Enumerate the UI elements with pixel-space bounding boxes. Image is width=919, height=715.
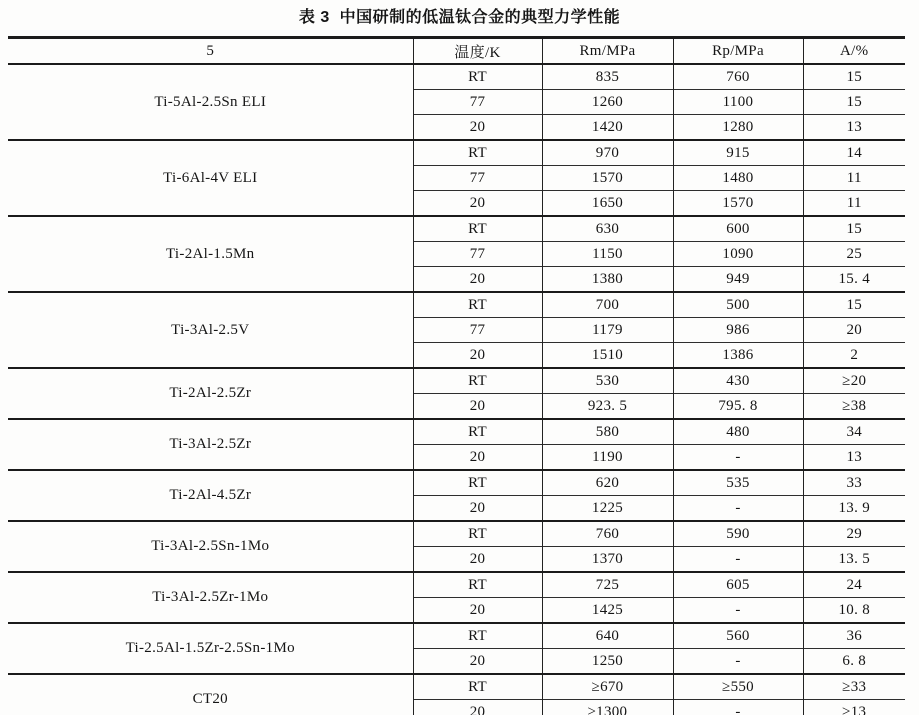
rp-cell: - (673, 496, 803, 522)
alloy-name: Ti-2Al-2.5Zr (8, 368, 413, 419)
rm-cell: ≥670 (542, 674, 673, 700)
alloy-name: Ti-2Al-4.5Zr (8, 470, 413, 521)
rp-cell: 590 (673, 521, 803, 547)
elongation-cell: ≥33 (803, 674, 905, 700)
header-rp: Rp/MPa (673, 38, 803, 65)
rm-cell: 700 (542, 292, 673, 318)
elongation-cell: 34 (803, 419, 905, 445)
rp-cell: 600 (673, 216, 803, 242)
rm-cell: 1370 (542, 547, 673, 573)
header-temperature: 温度/K (413, 38, 542, 65)
elongation-cell: 13 (803, 445, 905, 471)
alloy-name: Ti-2.5Al-1.5Zr-2.5Sn-1Mo (8, 623, 413, 674)
table-row (8, 368, 905, 394)
rp-cell: 500 (673, 292, 803, 318)
rp-cell: 560 (673, 623, 803, 649)
temperature-cell: RT (413, 292, 542, 318)
rm-cell: 580 (542, 419, 673, 445)
table-row (8, 623, 905, 649)
elongation-cell: 2 (803, 343, 905, 369)
rm-cell: 1510 (542, 343, 673, 369)
table-row (8, 64, 905, 90)
rp-cell: 915 (673, 140, 803, 166)
rm-cell: 1190 (542, 445, 673, 471)
rm-cell: 640 (542, 623, 673, 649)
elongation-cell: 15 (803, 292, 905, 318)
temperature-cell: 20 (413, 343, 542, 369)
elongation-cell: 13. 5 (803, 547, 905, 573)
rp-cell: - (673, 598, 803, 624)
elongation-cell: 6. 8 (803, 649, 905, 675)
rp-cell: 760 (673, 64, 803, 90)
table-caption: 表 3 中国研制的低温钛合金的典型力学性能 (298, 9, 621, 26)
temperature-cell: 20 (413, 445, 542, 471)
rm-cell: 1420 (542, 115, 673, 141)
rm-cell: 1570 (542, 166, 673, 191)
temperature-cell: 20 (413, 394, 542, 420)
temperature-cell: 20 (413, 598, 542, 624)
table-row (8, 674, 905, 700)
rp-cell: 1280 (673, 115, 803, 141)
temperature-cell: 77 (413, 90, 542, 115)
rp-cell: 1570 (673, 191, 803, 217)
rp-cell: 1386 (673, 343, 803, 369)
rp-cell: 1100 (673, 90, 803, 115)
temperature-cell: 77 (413, 242, 542, 267)
elongation-cell: 14 (803, 140, 905, 166)
table-row (8, 521, 905, 547)
rm-cell: ≥1300 (542, 700, 673, 715)
rm-cell: 1380 (542, 267, 673, 293)
temperature-cell: 20 (413, 496, 542, 522)
temperature-cell: 77 (413, 318, 542, 343)
temperature-cell: RT (413, 216, 542, 242)
temperature-cell: 20 (413, 267, 542, 293)
temperature-cell: 20 (413, 115, 542, 141)
temperature-cell: RT (413, 470, 542, 496)
elongation-cell: 36 (803, 623, 905, 649)
alloy-name: CT20 (8, 674, 413, 715)
rm-cell: 1250 (542, 649, 673, 675)
rp-cell: - (673, 547, 803, 573)
header-elongation: A/% (803, 38, 905, 65)
rp-cell: 480 (673, 419, 803, 445)
rp-cell: 535 (673, 470, 803, 496)
rm-cell: 1260 (542, 90, 673, 115)
table-row (8, 419, 905, 445)
alloy-name: Ti-5Al-2.5Sn ELI (8, 64, 413, 140)
alloy-name: Ti-3Al-2.5Zr-1Mo (8, 572, 413, 623)
alloy-properties-table (8, 36, 905, 715)
alloy-name: Ti-6Al-4V ELI (8, 140, 413, 216)
temperature-cell: RT (413, 623, 542, 649)
elongation-cell: 11 (803, 166, 905, 191)
rp-cell: - (673, 649, 803, 675)
rm-cell: 760 (542, 521, 673, 547)
temperature-cell: 20 (413, 191, 542, 217)
temperature-cell: 77 (413, 166, 542, 191)
alloy-name: Ti-2Al-1.5Mn (8, 216, 413, 292)
header-row (8, 38, 905, 65)
elongation-cell: ≥13 (803, 700, 905, 715)
rm-cell: 1225 (542, 496, 673, 522)
table-row (8, 140, 905, 166)
rm-cell: 620 (542, 470, 673, 496)
elongation-cell: 25 (803, 242, 905, 267)
table-row (8, 216, 905, 242)
elongation-cell: 13. 9 (803, 496, 905, 522)
rm-cell: 923. 5 (542, 394, 673, 420)
rp-cell: 430 (673, 368, 803, 394)
elongation-cell: ≥20 (803, 368, 905, 394)
header-rm: Rm/MPa (542, 38, 673, 65)
elongation-cell: 15 (803, 64, 905, 90)
temperature-cell: RT (413, 572, 542, 598)
rp-cell: 986 (673, 318, 803, 343)
elongation-cell: 24 (803, 572, 905, 598)
elongation-cell: 11 (803, 191, 905, 217)
rm-cell: 1425 (542, 598, 673, 624)
rp-cell: 949 (673, 267, 803, 293)
temperature-cell: RT (413, 140, 542, 166)
alloy-name: Ti-3Al-2.5Zr (8, 419, 413, 470)
temperature-cell: 20 (413, 700, 542, 715)
elongation-cell: 33 (803, 470, 905, 496)
table-row (8, 470, 905, 496)
rp-cell: ≥550 (673, 674, 803, 700)
temperature-cell: RT (413, 521, 542, 547)
rm-cell: 970 (542, 140, 673, 166)
temperature-cell: RT (413, 419, 542, 445)
rm-cell: 1150 (542, 242, 673, 267)
rp-cell: 795. 8 (673, 394, 803, 420)
rp-cell: 1090 (673, 242, 803, 267)
rp-cell: 605 (673, 572, 803, 598)
rm-cell: 725 (542, 572, 673, 598)
elongation-cell: 15. 4 (803, 267, 905, 293)
temperature-cell: RT (413, 64, 542, 90)
alloy-name: Ti-3Al-2.5V (8, 292, 413, 368)
elongation-cell: 20 (803, 318, 905, 343)
table-body (8, 64, 905, 715)
elongation-cell: 15 (803, 216, 905, 242)
temperature-cell: RT (413, 674, 542, 700)
table-row (8, 572, 905, 598)
temperature-cell: 20 (413, 649, 542, 675)
rm-cell: 1179 (542, 318, 673, 343)
rm-cell: 530 (542, 368, 673, 394)
rm-cell: 835 (542, 64, 673, 90)
rm-cell: 1650 (542, 191, 673, 217)
alloy-name: Ti-3Al-2.5Sn-1Mo (8, 521, 413, 572)
rp-cell: - (673, 445, 803, 471)
header-alloy: 5 (8, 38, 413, 65)
temperature-cell: 20 (413, 547, 542, 573)
rm-cell: 630 (542, 216, 673, 242)
elongation-cell: 29 (803, 521, 905, 547)
rp-cell: - (673, 700, 803, 715)
elongation-cell: 13 (803, 115, 905, 141)
rp-cell: 1480 (673, 166, 803, 191)
elongation-cell: ≥38 (803, 394, 905, 420)
elongation-cell: 10. 8 (803, 598, 905, 624)
temperature-cell: RT (413, 368, 542, 394)
table-row (8, 292, 905, 318)
elongation-cell: 15 (803, 90, 905, 115)
